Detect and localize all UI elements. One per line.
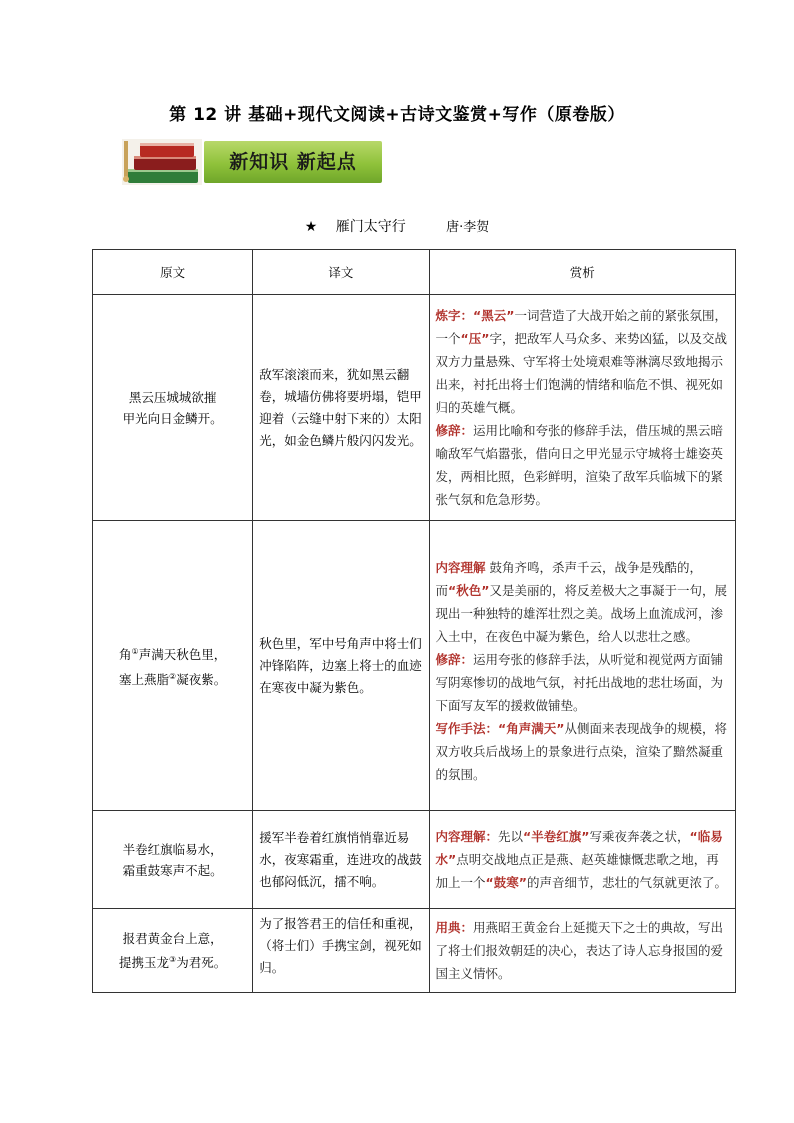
books-icon (122, 139, 202, 185)
poem-author: 唐·李贺 (446, 220, 490, 235)
appreciation-cell (429, 295, 736, 521)
original-line: 霜重鼓寒声不起。 (122, 862, 223, 878)
note-paragraph: 修辞：运用夸张的修辞手法，从听觉和视觉两方面铺写阴寒惨切的战地气氛，衬托出战地的悲壮场面，为下面写友军的援救做铺垫。 (435, 651, 724, 713)
appreciation-cell (429, 909, 736, 993)
original-cell (93, 295, 253, 521)
original-line: 提携玉龙③为君死。 (119, 954, 227, 971)
banner-text: 新知识 新起点 (229, 151, 357, 173)
table-header-row (93, 250, 736, 295)
original-line: 塞上燕脂②凝夜紫。 (119, 671, 227, 687)
original-line: 角①声满天秋色里， (119, 647, 227, 663)
table-row (93, 909, 736, 993)
translation-cell: 援军半卷着红旗悄悄靠近易水，夜寒霜重，连进攻的战鼓也郁闷低沉，擂不响。 (253, 811, 429, 909)
note-paragraph: 写作手法：“角声满天”从侧面来表现战争的规模，将双方收兵后战场上的景象进行点染，渲染了黯然凝重的氛围。 (435, 720, 727, 782)
header-translation: 译文 (253, 250, 429, 295)
section-banner (122, 139, 382, 185)
header-appreciation: 赏析 (429, 250, 736, 295)
original-line: 半卷红旗临易水， (122, 841, 223, 857)
translation-cell: 秋色里，军中号角声中将士们冲锋陷阵，边塞上将士的血迹在寒夜中凝为紫色。 (253, 521, 429, 811)
translation-cell: 为了报答君王的信任和重视，（将士们）手携宝剑，视死如归。 (253, 909, 429, 993)
table-row (93, 521, 736, 811)
note-paragraph: 修辞：运用比喻和夸张的修辞手法，借压城的黑云暗喻敌军气焰嚣张，借向日之甲光显示守城将士雄姿英发，两相比照，色彩鲜明，渲染了敌军兵临城下的紧张气氛和危急形势。 (435, 423, 724, 507)
original-line: 甲光向日金鳞开。 (122, 410, 223, 426)
poem-title: 雁门太守行 (335, 219, 406, 235)
original-line: 报君黄金台上意， (122, 930, 223, 946)
note-paragraph: 炼字：“黑云”一词营造了大战开始之前的紧张氛围，一个“压”字，把敌军人马众多、来势凶猛，以及交战双方力量悬殊、守军将士处境艰难等淋漓尽致地揭示出来，衬托出将士们饱满的情绪和临危不惧、视死如归的英雄气概。 (435, 308, 727, 415)
header-original: 原文 (93, 250, 253, 295)
note-paragraph: 内容理解 鼓角齐鸣，杀声千云，战争是残酷的，而“秋色”又是美丽的，将反差极大之事凝于一句，展现出一种独特的雄浑壮烈之美。战场上血流成河，渗入土中，在夜色中凝为紫色，给人以悲壮之感。 (435, 559, 727, 644)
note-paragraph: 内容理解：先以“半卷红旗”写乘夜奔袭之状，“临易水”点明交战地点正是燕、赵英雄慷慨悲歌之地，再加上一个“鼓寒”的声音细节，悲壮的气氛就更浓了。 (435, 829, 727, 890)
poem-table (92, 249, 736, 993)
note-paragraph: 用典：用燕昭王黄金台上延揽天下之士的典故，写出了将士们报效朝廷的决心，表达了诗人忘身报国的爱国主义情怀。 (435, 920, 724, 981)
original-cell (93, 521, 253, 811)
table-row (93, 811, 736, 909)
original-line: 黑云压城城欲摧 (128, 389, 217, 405)
poem-heading (0, 216, 794, 236)
banner-box (204, 141, 382, 183)
original-cell (93, 909, 253, 993)
appreciation-cell (429, 811, 736, 909)
page-title: 第 12 讲 基础+现代文阅读+古诗文鉴赏+写作（原卷版） (169, 105, 625, 125)
table-row (93, 295, 736, 521)
star-icon: ★ (304, 219, 318, 235)
original-cell (93, 811, 253, 909)
translation-cell: 敌军滚滚而来，犹如黑云翻卷，城墙仿佛将要坍塌，铠甲迎着（云缝中射下来的）太阳光，如金色鳞片般闪闪发光。 (253, 295, 429, 521)
appreciation-cell (429, 521, 736, 811)
